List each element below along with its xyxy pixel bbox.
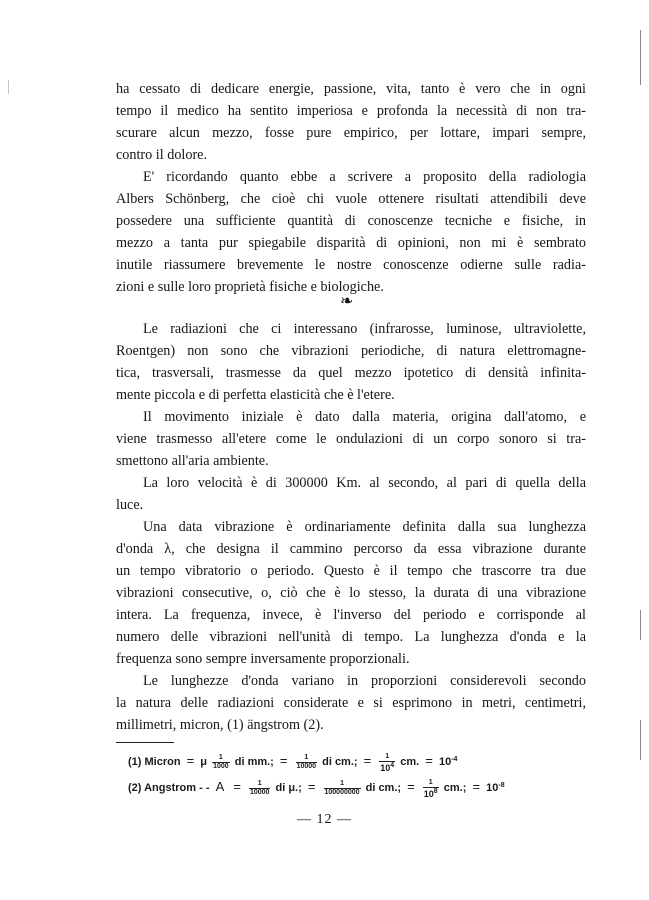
fraction-numerator: 1 <box>379 753 395 762</box>
fraction-numerator: 1 <box>423 779 439 788</box>
unit-label: di cm.; <box>322 756 358 768</box>
text-line: d'onda λ, che designa il cammino percorso da essa vibrazione durante <box>116 541 586 557</box>
fraction-numerator: 1 <box>324 780 361 789</box>
text-line: viene trasmesso all'etere come le ondulazioni di un corpo sonoro si tra- <box>116 431 586 447</box>
text-line: frequenza sono sempre inversamente proporzionali. <box>116 651 410 667</box>
power-base: 10 <box>423 788 434 799</box>
unit-label: cm. <box>400 756 420 768</box>
text-line: Il movimento iniziale è dato dalla materia, origina dall'atomo, e <box>143 409 586 425</box>
unit-symbol: μ <box>200 756 208 768</box>
equals-sign: = <box>307 779 316 794</box>
fraction <box>249 780 270 797</box>
fraction-numerator: 1 <box>249 780 270 789</box>
fraction-denominator <box>423 788 439 798</box>
text-line: luce. <box>116 497 144 513</box>
text-line: tica, trasversali, trasmesse da quel mezzo ipotetico di densità infinita- <box>116 365 586 381</box>
scan-edge-mark <box>640 720 641 760</box>
text-line: intera. La frequenza, invece, è l'inverso del periodo e corrisponde al <box>116 607 586 623</box>
scan-edge-mark <box>640 30 641 85</box>
text-line: un tempo vibratorio o periodo. Questo è il tempo che trascorre tra due <box>116 563 586 579</box>
equals-sign: = <box>233 779 241 794</box>
fraction <box>296 754 317 771</box>
unit-label: di cm.; <box>365 782 402 794</box>
equals-sign: = <box>425 753 433 768</box>
footnote-term: Micron <box>144 756 181 768</box>
text-line: smettono all'aria ambiente. <box>116 453 269 469</box>
fraction-denominator: 10000 <box>249 788 270 796</box>
footnote-term: Angstrom <box>144 782 197 794</box>
text-line: possedere una sufficiente quantità di conoscenze tecniche e fisiche, in <box>116 213 586 229</box>
text-line: La loro velocità è di 300000 Km. al secondo, al pari di quella della <box>143 475 586 491</box>
scan-edge-mark <box>640 610 641 640</box>
equals-sign: = <box>186 753 195 768</box>
fraction-denominator: 1000 <box>213 762 229 770</box>
footnote-dash: - - <box>199 782 210 794</box>
unit-label: cm.; <box>443 782 467 794</box>
text-line: Le radiazioni che ci interessano (infrarosse, luminose, ultraviolette, <box>143 321 586 337</box>
text-line: millimetri, micron, (1) ängstrom (2). <box>116 717 324 733</box>
text-line: E' ricordando quanto ebbe a scrivere a proposito della radiologia <box>143 169 586 185</box>
result-exponent: -8 <box>498 782 505 789</box>
result-exponent: -4 <box>451 756 458 763</box>
ornament-fleuron: ❧ <box>340 293 354 310</box>
text-line: Una data vibrazione è ordinariamente definita dalla sua lunghezza <box>143 519 586 535</box>
power-exponent: 8 <box>433 787 438 795</box>
unit-label: di μ.; <box>275 782 302 794</box>
equals-sign: = <box>279 753 288 768</box>
result-base: 10 <box>486 782 499 794</box>
power-base: 10 <box>380 762 391 773</box>
footnote-angstrom <box>128 774 505 798</box>
unit-label: di mm.; <box>234 756 274 768</box>
text-line: mente piccola e di perfetta elasticità che è l'etere. <box>116 387 395 403</box>
fraction <box>423 779 439 798</box>
equals-sign: = <box>472 779 481 794</box>
text-line: la natura delle radiazioni considerate e si esprimono in metri, centimetri, <box>116 695 586 711</box>
text-line: numero delle vibrazioni nell'unità di tempo. La lunghezza d'onda e la <box>116 629 586 645</box>
footnote-micron <box>128 748 457 772</box>
fraction <box>379 753 395 772</box>
result-base: 10 <box>438 756 452 768</box>
fraction-numerator: 1 <box>296 754 317 763</box>
unit-symbol: A <box>215 779 225 794</box>
text-line: vibrazioni consecutive, o, ciò che è lo stesso, la durata di una vibrazione <box>116 585 586 601</box>
text-line: scurare alcun mezzo, fosse pure empirico, per lottare, impari sempre, <box>116 125 586 141</box>
fraction <box>324 780 361 797</box>
footnote-divider <box>116 742 174 743</box>
fraction-denominator <box>379 762 395 772</box>
text-line: ha cessato di dedicare energie, passione, vita, tanto è vero che in ogni <box>116 81 586 97</box>
footnote-marker: (1) <box>128 756 142 768</box>
fraction-denominator: 10000 <box>296 762 317 770</box>
text-line: Roentgen) non sono che vibrazioni periodiche, di natura elettromagne- <box>116 343 586 359</box>
text-line: zioni e sulle loro proprietà fisiche e biologiche. <box>116 279 384 295</box>
scan-edge-mark <box>8 80 9 94</box>
text-line: mezzo a tanta pur spiegabile disparità di opinioni, non mi è sembrato <box>116 235 586 251</box>
text-line: Albers Schönberg, che cioè chi vuole ottenere risultati attendibili deve <box>116 191 586 207</box>
footnote-marker: (2) <box>128 782 142 794</box>
fraction-numerator: 1 <box>212 754 230 763</box>
text-line: inutile riassumere brevemente le nostre conoscenze odierne sulle radia- <box>116 257 586 273</box>
equals-sign: = <box>407 779 415 794</box>
text-line: Le lunghezze d'onda variano in proporzioni considerevoli secondo <box>143 673 586 689</box>
equals-sign: = <box>363 753 372 768</box>
text-line: tempo il medico ha sentito imperiosa e profonda la necessità di non tra- <box>116 103 586 119</box>
text-line: contro il dolore. <box>116 147 208 163</box>
page-number: — 12 — <box>297 812 352 827</box>
fraction <box>212 754 230 771</box>
power-exponent: 4 <box>390 761 395 769</box>
fraction-denominator: 100000000 <box>324 788 360 796</box>
